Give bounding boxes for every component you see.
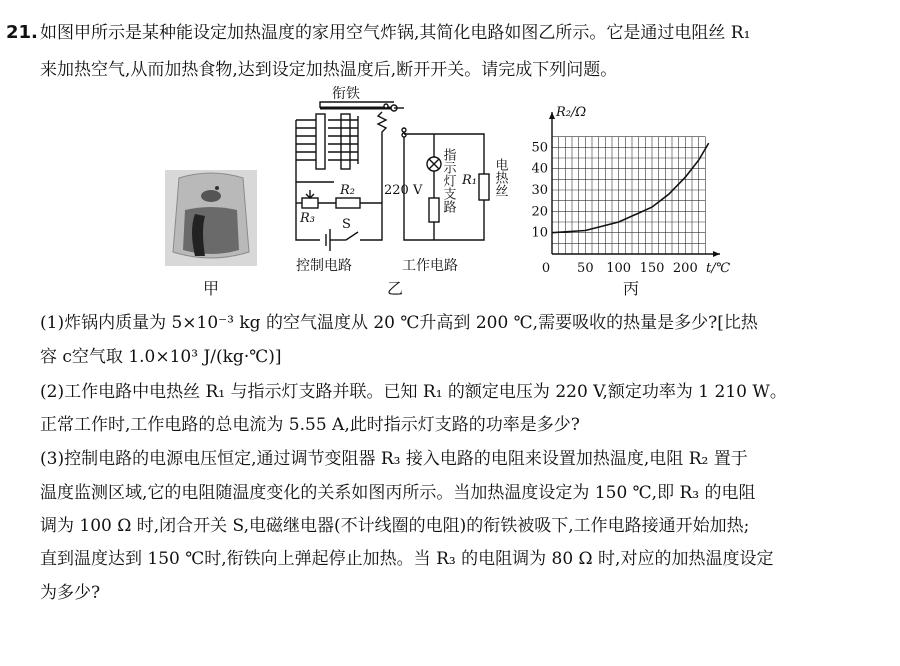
voltage-label: 220 V (384, 183, 423, 198)
intro-line-1: 如图甲所示是某种能设定加热温度的家用空气炸锅,其简化电路如图乙所示。它是通过电阻丝 R₁ (40, 23, 751, 43)
part2-line-2: 正常工作时,工作电路的总电流为 5.55 A,此时指示灯支路的功率是多少? (40, 415, 580, 435)
work-circuit-label: 工作电路 (402, 258, 458, 274)
control-circuit-label: 控制电路 (296, 258, 352, 274)
x-axis-label: t/℃ (706, 261, 731, 276)
switch-label: S (342, 217, 351, 232)
figure-bing-caption: 丙 (623, 279, 640, 298)
part3-line-3: 调为 100 Ω 时,闭合开关 S,电磁继电器(不计线圈的电阻)的衔铁被吸下,工作电路接通开始加热; (40, 516, 750, 536)
y-tick-label: 20 (531, 204, 548, 220)
y-tick-label: 50 (531, 140, 548, 156)
x-axis-arrow (713, 251, 720, 257)
chart-axes (549, 105, 731, 276)
y-tick-label: 40 (531, 161, 548, 177)
part3-line-2: 温度监测区域,它的电阻随温度变化的关系如图丙所示。当加热温度设定为 150 ℃,即 R₃ 的电阻 (40, 483, 756, 503)
figure-yi-caption: 乙 (387, 279, 404, 298)
intro-line-2: 来加热空气,从而加热食物,达到设定加热温度后,断开开关。请完成下列问题。 (40, 60, 618, 80)
y-axis-arrow (549, 112, 555, 119)
x-tick-label: 150 (639, 261, 665, 276)
x-tick-label: 100 (606, 261, 632, 276)
r2-temperature-chart (528, 96, 738, 278)
r3-label: R₃ (300, 211, 315, 226)
part2-line-1: (2)工作电路中电热丝 R₁ 与指示灯支路并联。已知 R₁ 的额定电压为 220 V,额定功率为 1 210 W。 (40, 382, 787, 402)
part3-line-4: 直到温度达到 150 ℃时,衔铁向上弹起停止加热。当 R₃ 的电阻调为 80 Ω 时,对应的加热温度设定 (40, 549, 774, 569)
y-tick-label: 30 (531, 183, 548, 198)
part1-line-1: (1)炸锅内质量为 5×10⁻³ kg 的空气温度从 20 ℃升高到 200 ℃,需要吸收的热量是多少?[比热 (40, 313, 758, 333)
y-axis-label: R₂/Ω (556, 105, 587, 120)
circuit-diagram (286, 86, 518, 278)
x-tick-label: 50 (577, 261, 594, 276)
air-fryer-photo (165, 170, 257, 266)
part3-line-5: 为多少? (40, 583, 101, 603)
origin-label: 0 (541, 261, 551, 276)
part3-line-1: (3)控制电路的电源电压恒定,通过调节变阻器 R₃ 接入电路的电阻来设置加热温度,电阻 R₂ 置于 (40, 449, 748, 469)
part1-line-2: 容 c空气取 1.0×10³ J/(kg·℃)] (40, 347, 282, 367)
electromagnet-coil (296, 114, 358, 169)
armature-label: 衔铁 (332, 86, 360, 102)
y-tick-label: 10 (531, 225, 548, 241)
question-number: 21. (6, 22, 38, 43)
chart-grid (552, 137, 705, 254)
figure-jia-caption: 甲 (203, 279, 220, 298)
r1-label: R₁ (462, 173, 477, 188)
indicator-branch-label: 指示灯支路 (440, 148, 456, 213)
heater-label: 电热丝 (492, 158, 508, 197)
chart-ticks (531, 140, 697, 276)
x-tick-label: 200 (672, 261, 698, 276)
r2-label: R₂ (340, 183, 355, 198)
